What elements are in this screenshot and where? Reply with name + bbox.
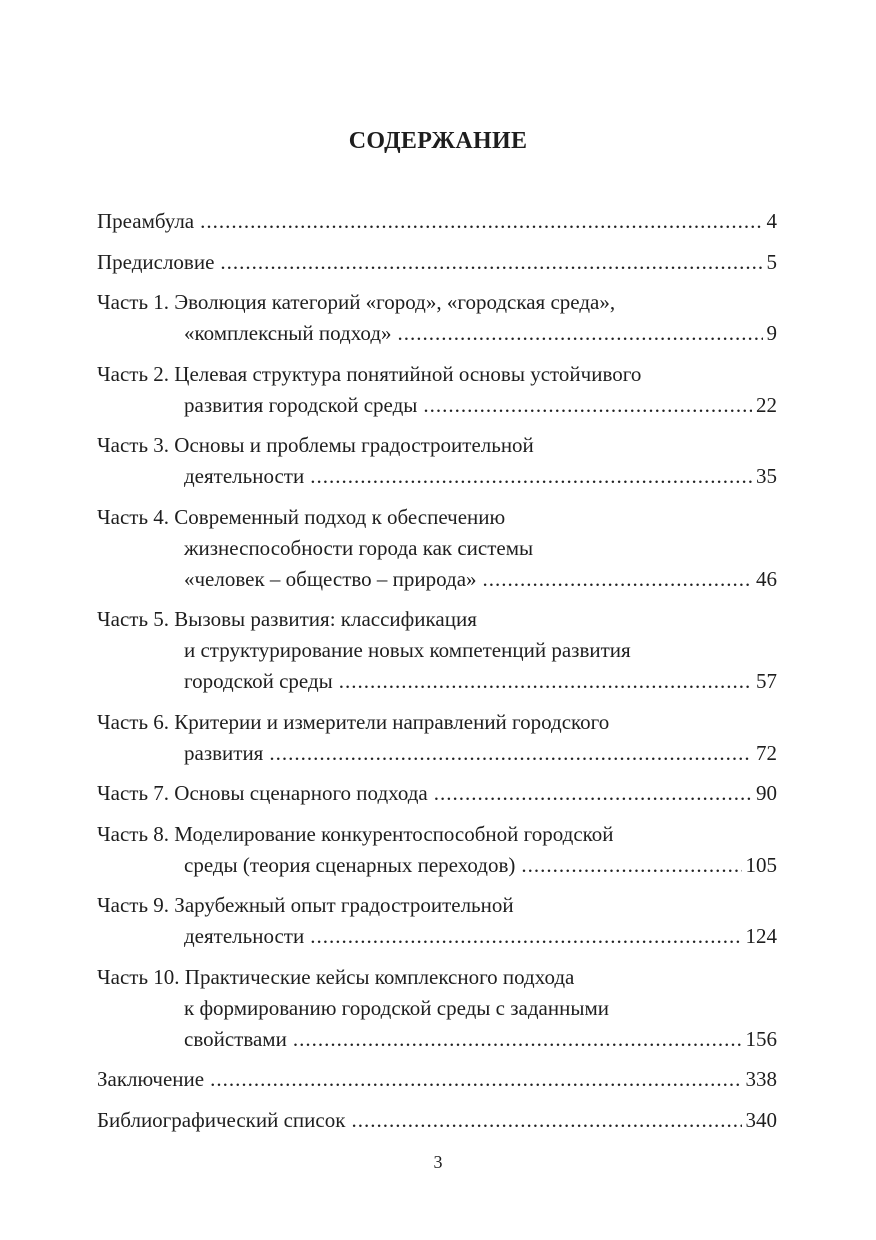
toc-entry-title-continued: свойствами bbox=[184, 1026, 287, 1051]
toc-line bbox=[97, 1064, 777, 1095]
toc-line bbox=[97, 502, 777, 533]
toc-line bbox=[97, 390, 777, 421]
toc-entry-title: Заключение bbox=[97, 1067, 205, 1091]
toc-entry-title-continued: «комплексный подход» bbox=[184, 321, 392, 345]
toc-entry-title-continued: и структурирование новых компетенций развития bbox=[184, 638, 631, 662]
dot-leader bbox=[293, 1024, 742, 1055]
toc-entry-title-continued: жизнеспособности города как системы bbox=[184, 535, 534, 560]
toc-page-number: 5 bbox=[766, 249, 777, 274]
toc-entry-title: Предисловие bbox=[97, 249, 215, 274]
toc-line bbox=[97, 604, 777, 635]
toc-entry-title: Часть 1. Эволюция категорий «город», «городская среда», bbox=[97, 290, 616, 314]
toc-entry-title-continued: развития bbox=[184, 740, 264, 765]
toc-line bbox=[97, 819, 777, 850]
toc-entry-part-7[interactable] bbox=[97, 778, 777, 809]
page-title: СОДЕРЖАНИЕ bbox=[348, 128, 528, 154]
toc-page-number: 22 bbox=[756, 392, 777, 417]
toc-page-number: 338 bbox=[745, 1067, 777, 1091]
toc-page-number: 9 bbox=[766, 321, 777, 345]
dot-leader bbox=[483, 564, 752, 595]
toc-entry-title: Часть 9. Зарубежный опыт градостроительной bbox=[97, 893, 514, 917]
dot-leader bbox=[434, 778, 752, 809]
toc-entry-title-continued: среды (теория сценарных переходов) bbox=[184, 852, 516, 877]
toc-line bbox=[97, 1105, 777, 1136]
toc-entry-foreword[interactable] bbox=[97, 247, 777, 278]
toc-line bbox=[97, 461, 777, 492]
dot-leader bbox=[339, 666, 752, 697]
toc-page-number: 105 bbox=[745, 852, 777, 877]
toc-line bbox=[97, 287, 777, 318]
toc-entry-conclusion[interactable] bbox=[97, 1064, 777, 1095]
toc-entry-title-continued: городской среды bbox=[184, 669, 333, 693]
toc-entry-part-8[interactable] bbox=[97, 819, 777, 881]
toc-line bbox=[97, 778, 777, 809]
dot-leader bbox=[210, 1064, 741, 1095]
toc-entry-title-continued: к формированию городской среды с заданными bbox=[184, 995, 609, 1020]
toc-line bbox=[97, 247, 777, 278]
toc-line bbox=[97, 1024, 777, 1055]
toc-entry-part-9[interactable] bbox=[97, 890, 777, 952]
toc-line bbox=[97, 359, 777, 390]
toc-line bbox=[97, 962, 777, 993]
dot-leader bbox=[269, 738, 752, 769]
toc-entry-title: Часть 3. Основы и проблемы градостроительной bbox=[97, 433, 534, 457]
toc-entry-part-2[interactable] bbox=[97, 359, 777, 421]
table-of-contents bbox=[97, 206, 777, 1145]
toc-entry-title: Библиографический список bbox=[97, 1107, 346, 1132]
toc-entry-title: Преамбула bbox=[97, 209, 195, 233]
toc-entry-title-continued: деятельности bbox=[184, 924, 305, 948]
toc-entry-part-10[interactable] bbox=[97, 962, 777, 1055]
toc-line bbox=[97, 206, 777, 237]
toc-line bbox=[97, 635, 777, 666]
toc-line bbox=[97, 564, 777, 595]
toc-entry-title: Часть 8. Моделирование конкурентоспособной городской bbox=[97, 821, 614, 846]
toc-entry-title: Часть 2. Целевая структура понятийной основы устойчивого bbox=[97, 361, 642, 386]
dot-leader bbox=[220, 247, 762, 278]
toc-line bbox=[97, 890, 777, 921]
toc-entry-title-continued: развития городской среды bbox=[184, 392, 418, 417]
toc-entry-part-5[interactable] bbox=[97, 604, 777, 697]
toc-entry-title-continued: деятельности bbox=[184, 464, 305, 488]
dot-leader bbox=[398, 318, 763, 349]
toc-line bbox=[97, 707, 777, 738]
toc-page-number: 72 bbox=[756, 740, 777, 765]
toc-line bbox=[97, 533, 777, 564]
dot-leader bbox=[310, 461, 752, 492]
toc-entry-title-continued: «человек – общество – природа» bbox=[184, 566, 477, 591]
toc-entry-preamble[interactable] bbox=[97, 206, 777, 237]
toc-page-number: 340 bbox=[745, 1107, 777, 1132]
toc-page-number: 35 bbox=[756, 464, 777, 488]
toc-line bbox=[97, 318, 777, 349]
toc-entry-part-6[interactable] bbox=[97, 707, 777, 769]
toc-entry-title: Часть 7. Основы сценарного подхода bbox=[97, 781, 428, 805]
toc-entry-title: Часть 10. Практические кейсы комплексного подхода bbox=[97, 964, 575, 989]
toc-line bbox=[97, 738, 777, 769]
toc-page-number: 124 bbox=[745, 924, 777, 948]
toc-page-number: 57 bbox=[756, 669, 777, 693]
dot-leader bbox=[200, 206, 762, 237]
toc-line bbox=[97, 921, 777, 952]
toc-entry-title: Часть 6. Критерии и измерители направлений городского bbox=[97, 709, 610, 734]
toc-entry-part-3[interactable] bbox=[97, 430, 777, 492]
toc-entry-title: Часть 5. Вызовы развития: классификация bbox=[97, 607, 477, 631]
toc-entry-part-1[interactable] bbox=[97, 287, 777, 349]
dot-leader bbox=[521, 850, 741, 881]
toc-line bbox=[97, 850, 777, 881]
toc-entry-title: Часть 4. Современный подход к обеспечению bbox=[97, 504, 506, 529]
toc-page-number: 46 bbox=[756, 566, 777, 591]
toc-page-number: 4 bbox=[766, 209, 777, 233]
toc-entry-part-4[interactable] bbox=[97, 502, 777, 595]
dot-leader bbox=[351, 1105, 741, 1136]
page-number: 3 bbox=[433, 1152, 443, 1172]
toc-line bbox=[97, 993, 777, 1024]
toc-entry-bibliography[interactable] bbox=[97, 1105, 777, 1136]
toc-line bbox=[97, 666, 777, 697]
toc-page-number: 156 bbox=[745, 1026, 777, 1051]
dot-leader bbox=[423, 390, 752, 421]
dot-leader bbox=[310, 921, 741, 952]
toc-line bbox=[97, 430, 777, 461]
toc-page-number: 90 bbox=[756, 781, 777, 805]
